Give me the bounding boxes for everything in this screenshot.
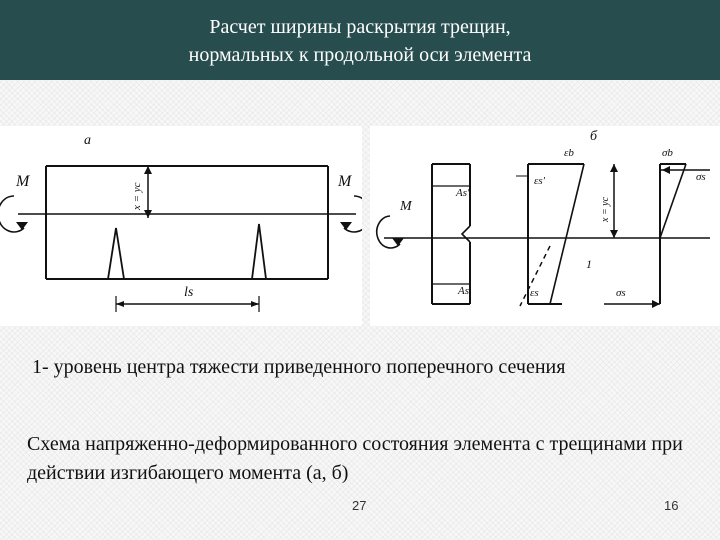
figure-panel-a	[0, 126, 362, 326]
slide-title-line-1: Расчет ширины раскрытия трещин,	[209, 16, 511, 38]
crack-right	[252, 224, 266, 279]
moment-right-label: M	[338, 173, 352, 190]
moment-left-label: M	[16, 173, 30, 190]
moment-left-arrowhead	[16, 222, 28, 230]
page-number-left: 27	[352, 498, 367, 513]
eps-b-label: εb	[564, 147, 574, 159]
height-label-b: x = yc	[600, 196, 611, 222]
moment-right-arrowhead	[340, 222, 352, 230]
page-number-right: 16	[664, 498, 679, 513]
As-label: As	[458, 285, 469, 297]
scheme-caption: Схема напряженно-деформированного состояния элемента с трещинами при действии изгибающего момента (а, б)	[27, 433, 683, 484]
figure-panel-b	[370, 126, 720, 326]
stress-strain-figure	[0, 126, 720, 326]
sigma-b-label: σb	[662, 147, 673, 159]
title-banner	[0, 0, 720, 80]
panel-b-label: б	[590, 129, 598, 144]
spacing-label: ls	[184, 285, 194, 300]
height-label: x = yc	[131, 182, 143, 210]
As-prime-label: As′	[456, 187, 470, 199]
section-diagram	[370, 126, 720, 326]
moment-label-b: M	[400, 199, 412, 214]
line-1-label: 1	[586, 257, 592, 271]
stress-line	[660, 164, 686, 238]
eps-s-label: εs	[530, 287, 539, 299]
sigma-s-bottom-label: σs	[616, 287, 626, 299]
level-caption: 1- уровень центра тяжести приведенного поперечного сечения	[32, 356, 566, 378]
slide-title-line-2: нормальных к продольной оси элемента	[188, 44, 532, 66]
crack-left	[108, 228, 124, 279]
strain-line	[550, 164, 584, 304]
sigma-s-top-label: σs	[696, 171, 706, 183]
eps-s-prime-label: εs′	[534, 175, 546, 187]
beam-diagram	[0, 126, 362, 326]
panel-a-label: а	[84, 133, 91, 148]
